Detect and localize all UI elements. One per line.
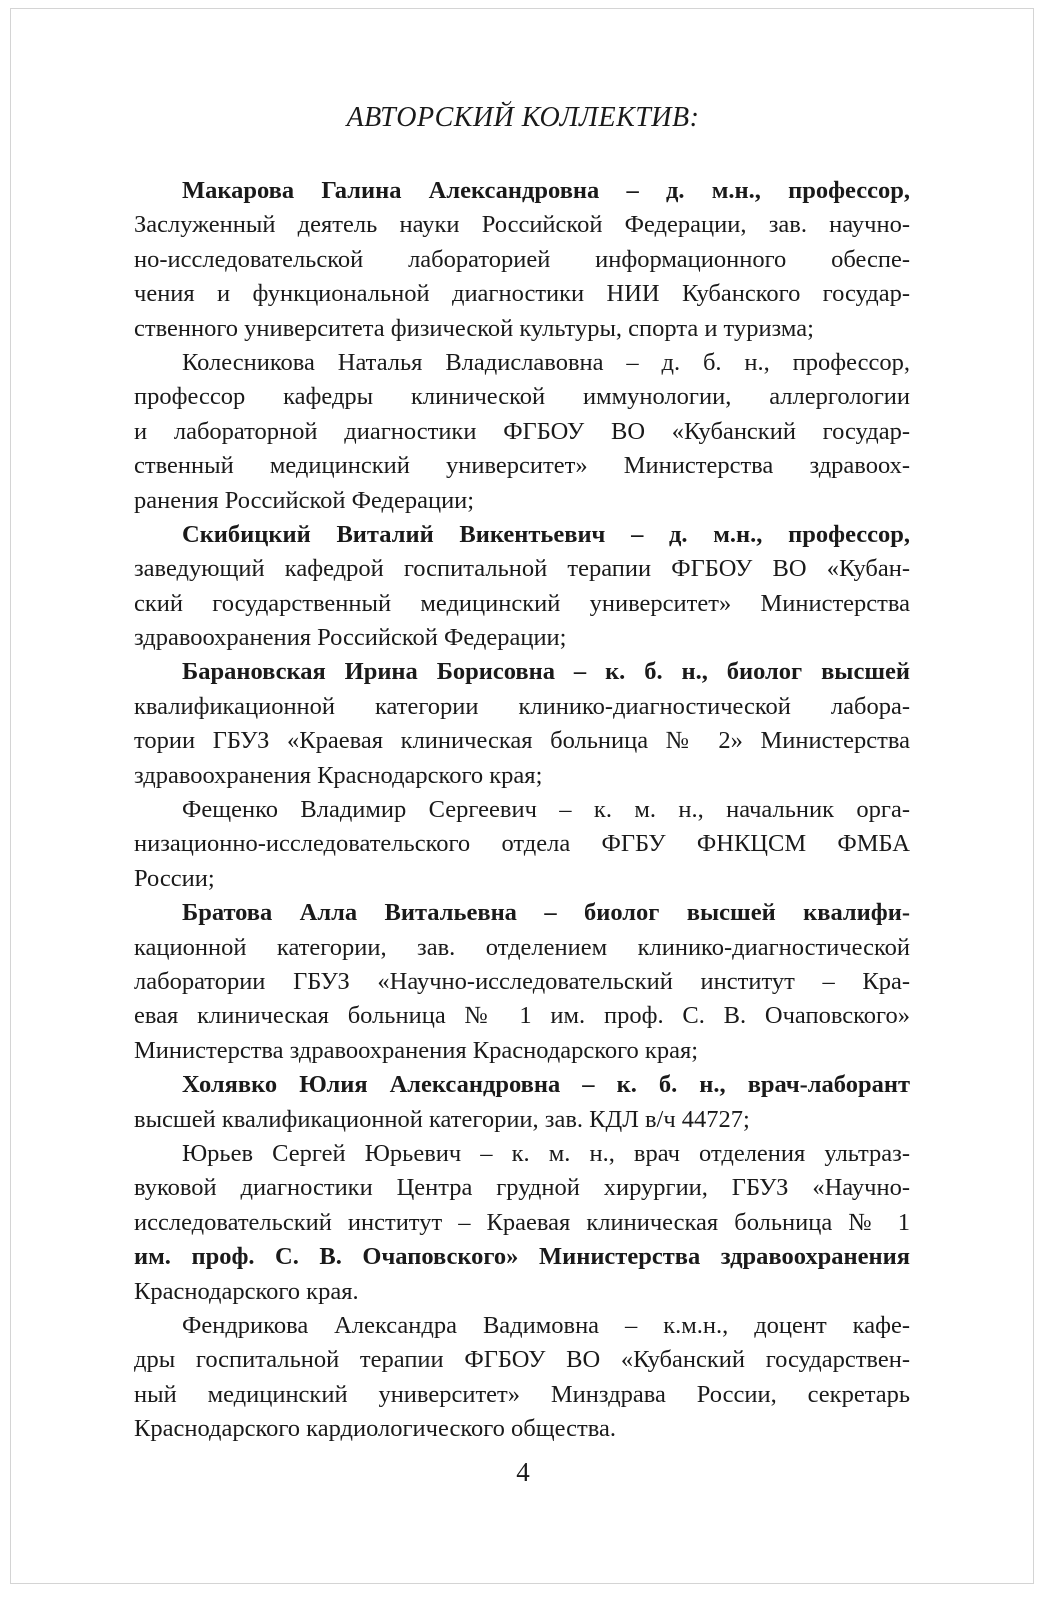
author-line: тории ГБУЗ «Краевая клиническая больница № 2» Министерства bbox=[134, 727, 910, 755]
author-line: квалификационной категории клинико-диагностической лабора- bbox=[134, 692, 910, 720]
author-line: Заслуженный деятель науки Российской Федерации, зав. научно- bbox=[134, 211, 910, 239]
author-list bbox=[134, 174, 910, 1446]
author-line: Краснодарского края. bbox=[134, 1277, 359, 1305]
author-line: Барановская Ирина Борисовна – к. б. н., биолог высшей bbox=[182, 658, 910, 686]
author-entry-skibitsky bbox=[134, 518, 910, 656]
author-line: ный медицинский университет» Минздрава России, секретарь bbox=[134, 1380, 910, 1408]
author-line: высшей квалификационной категории, зав. КДЛ в/ч 44727; bbox=[134, 1105, 750, 1133]
author-line: ственного университета физической культуры, спорта и туризма; bbox=[134, 314, 814, 342]
author-line: России; bbox=[134, 864, 215, 892]
author-line: им. проф. С. В. Очаповского» Министерства здравоохранения bbox=[134, 1243, 910, 1271]
author-line: ранения Российской Федерации; bbox=[134, 486, 475, 514]
author-line: заведующий кафедрой госпитальной терапии ФГБОУ ВО «Кубан- bbox=[134, 555, 910, 583]
author-line: Холявко Юлия Александровна – к. б. н., врач-лаборант bbox=[182, 1071, 910, 1099]
author-entry-kolesnikova bbox=[134, 346, 910, 518]
author-line: Макарова Галина Александровна – д. м.н., профессор, bbox=[182, 177, 910, 204]
author-line: евая клиническая больница № 1 им. проф. С. В. Очаповского» bbox=[134, 1002, 910, 1030]
author-line: низационно-исследовательского отдела ФГБУ ФНКЦСМ ФМБА bbox=[134, 830, 910, 858]
author-entry-yuryev bbox=[134, 1137, 910, 1309]
author-line: чения и функциональной диагностики НИИ Кубанского государ- bbox=[134, 280, 910, 308]
author-line: Юрьев Сергей Юрьевич – к. м. н., врач отделения ультраз- bbox=[182, 1139, 910, 1167]
author-line: Колесникова Наталья Владиславовна – д. б. н., профессор, bbox=[182, 348, 910, 376]
author-line: Министерства здравоохранения Краснодарского края; bbox=[134, 1036, 699, 1064]
author-entry-fendrikova bbox=[134, 1309, 910, 1447]
author-line: кационной категории, зав. отделением клинико-диагностической bbox=[134, 933, 910, 961]
author-line: здравоохранения Краснодарского края; bbox=[134, 761, 543, 789]
page-title: АВТОРСКИЙ КОЛЛЕКТИВ: bbox=[346, 102, 700, 133]
author-line: ский государственный медицинский университет» Министерства bbox=[134, 589, 910, 617]
author-entry-kholyavko bbox=[134, 1068, 910, 1137]
author-entry-baranovskaya bbox=[134, 655, 910, 793]
author-entry-feshchenko bbox=[134, 793, 910, 896]
author-line: Фещенко Владимир Сергеевич – к. м. н., начальник орга- bbox=[182, 796, 910, 824]
author-line: ственный медицинский университет» Министерства здравоох- bbox=[134, 452, 910, 480]
author-line: Скибицкий Виталий Викентьевич – д. м.н., профессор, bbox=[182, 520, 910, 548]
author-line: здравоохранения Российской Федерации; bbox=[134, 624, 567, 652]
author-line: профессор кафедры клинической иммунологии, аллергологии bbox=[134, 383, 910, 411]
author-line: и лабораторной диагностики ФГБОУ ВО «Кубанский государ- bbox=[134, 417, 910, 445]
author-entry-makarova bbox=[134, 174, 910, 346]
author-line: дры госпитальной терапии ФГБОУ ВО «Кубанский государствен- bbox=[134, 1346, 910, 1374]
author-line: вуковой диагностики Центра грудной хирургии, ГБУЗ «Научно- bbox=[134, 1174, 910, 1202]
author-entry-bratova bbox=[134, 896, 910, 1068]
page-number: 4 bbox=[516, 1457, 530, 1487]
author-line: Краснодарского кардиологического общества. bbox=[134, 1415, 616, 1443]
author-line: исследовательский институт – Краевая клиническая больница № 1 bbox=[134, 1208, 910, 1236]
author-line: Фендрикова Александра Вадимовна – к.м.н., доцент кафе- bbox=[182, 1311, 910, 1339]
author-line: лаборатории ГБУЗ «Научно-исследовательский институт – Кра- bbox=[134, 967, 910, 995]
author-line: но-исследовательской лабораторией информационного обеспе- bbox=[134, 245, 910, 273]
author-line: Братова Алла Витальевна – биолог высшей квалифи- bbox=[182, 899, 910, 927]
